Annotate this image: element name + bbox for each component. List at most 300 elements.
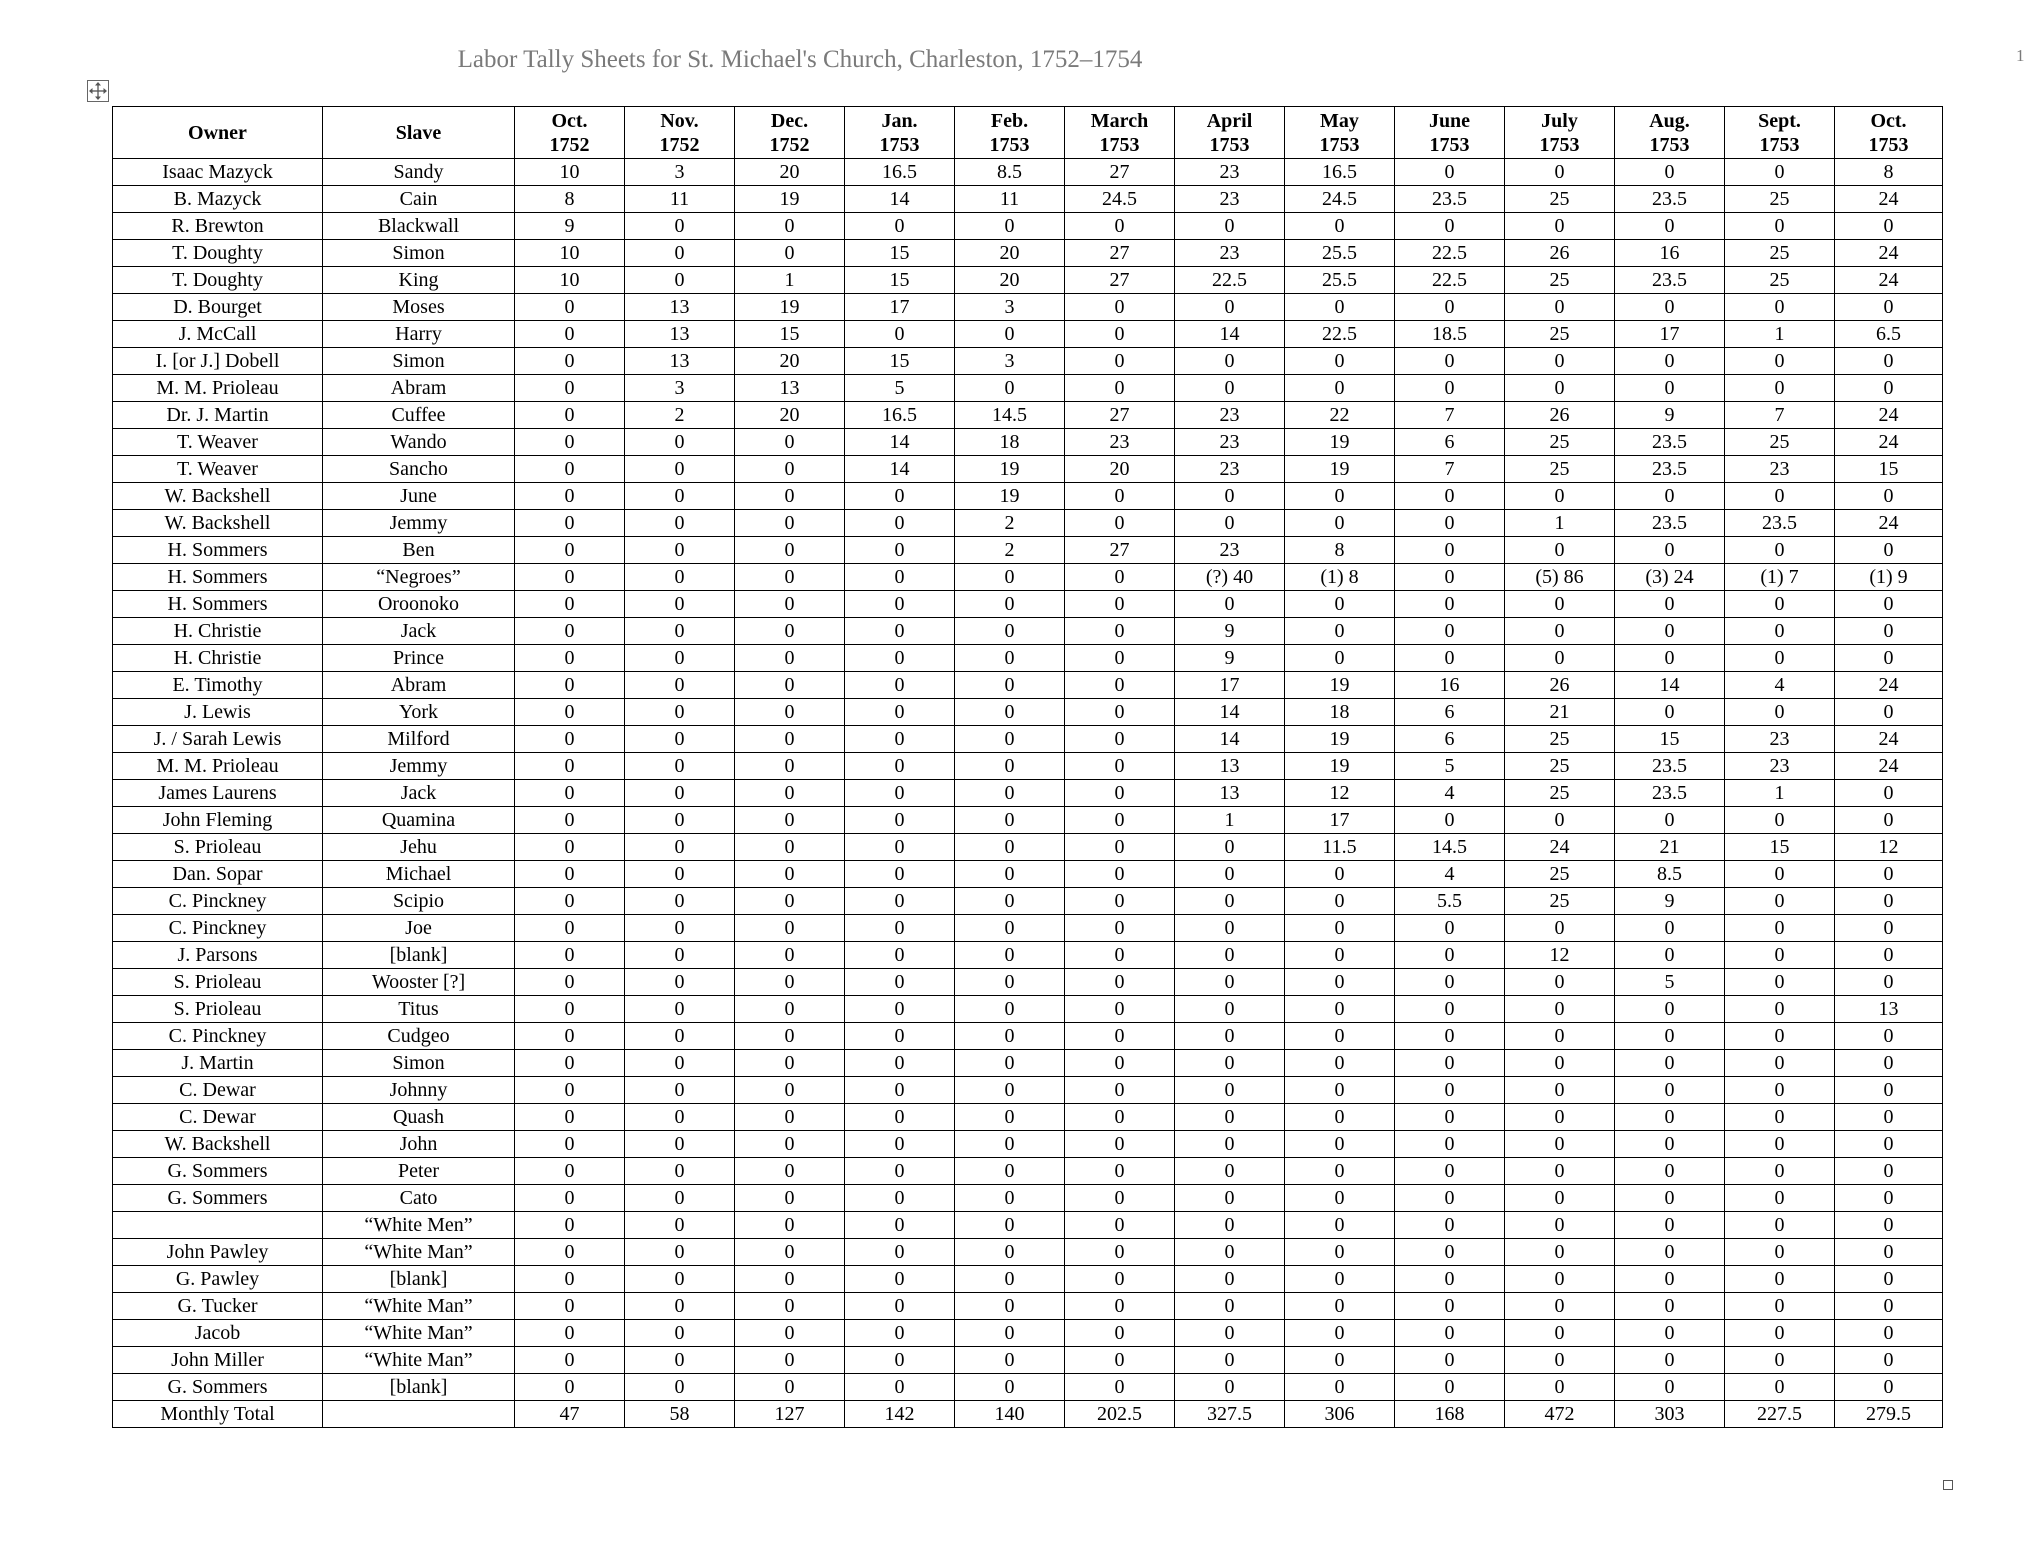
- monthly-total-cell[interactable]: 58: [625, 1401, 735, 1428]
- tally-cell[interactable]: 0: [955, 996, 1065, 1023]
- tally-cell[interactable]: 0: [955, 969, 1065, 996]
- tally-cell[interactable]: 0: [735, 1239, 845, 1266]
- tally-cell[interactable]: 0: [1175, 510, 1285, 537]
- tally-cell[interactable]: 0: [1725, 942, 1835, 969]
- tally-cell[interactable]: 0: [1505, 1050, 1615, 1077]
- tally-cell[interactable]: 0: [1395, 537, 1505, 564]
- tally-cell[interactable]: 0: [1615, 159, 1725, 186]
- tally-cell[interactable]: 0: [1615, 1347, 1725, 1374]
- tally-cell[interactable]: 24.5: [1285, 186, 1395, 213]
- tally-cell[interactable]: 0: [625, 753, 735, 780]
- tally-cell[interactable]: 0: [1835, 1212, 1943, 1239]
- slave-cell[interactable]: Titus: [323, 996, 515, 1023]
- tally-cell[interactable]: 0: [1835, 213, 1943, 240]
- tally-cell[interactable]: 23: [1175, 537, 1285, 564]
- tally-cell[interactable]: 0: [735, 780, 845, 807]
- slave-cell[interactable]: Jemmy: [323, 753, 515, 780]
- tally-cell[interactable]: 0: [1395, 159, 1505, 186]
- tally-cell[interactable]: 0: [1615, 1077, 1725, 1104]
- tally-cell[interactable]: 0: [515, 834, 625, 861]
- tally-cell[interactable]: 13: [625, 321, 735, 348]
- tally-cell[interactable]: 0: [845, 969, 955, 996]
- tally-cell[interactable]: 4: [1395, 780, 1505, 807]
- tally-cell[interactable]: 10: [515, 240, 625, 267]
- tally-cell[interactable]: 0: [1065, 942, 1175, 969]
- tally-cell[interactable]: 0: [735, 1077, 845, 1104]
- tally-cell[interactable]: 0: [1835, 807, 1943, 834]
- tally-cell[interactable]: 0: [955, 591, 1065, 618]
- tally-cell[interactable]: 19: [1285, 672, 1395, 699]
- tally-cell[interactable]: 0: [1175, 294, 1285, 321]
- slave-cell[interactable]: Peter: [323, 1158, 515, 1185]
- tally-cell[interactable]: 0: [1395, 1266, 1505, 1293]
- tally-cell[interactable]: 0: [515, 861, 625, 888]
- tally-cell[interactable]: 0: [1615, 1266, 1725, 1293]
- tally-cell[interactable]: 0: [625, 618, 735, 645]
- tally-cell[interactable]: 0: [735, 510, 845, 537]
- tally-cell[interactable]: 0: [735, 645, 845, 672]
- tally-cell[interactable]: 0: [845, 1077, 955, 1104]
- tally-cell[interactable]: 0: [1725, 699, 1835, 726]
- tally-cell[interactable]: 2: [955, 537, 1065, 564]
- tally-cell[interactable]: 8: [1285, 537, 1395, 564]
- tally-cell[interactable]: 0: [1395, 1239, 1505, 1266]
- tally-cell[interactable]: 0: [515, 510, 625, 537]
- owner-cell[interactable]: J. Lewis: [113, 699, 323, 726]
- tally-cell[interactable]: 20: [735, 348, 845, 375]
- slave-cell[interactable]: Blackwall: [323, 213, 515, 240]
- tally-cell[interactable]: 0: [625, 969, 735, 996]
- slave-cell[interactable]: Jack: [323, 618, 515, 645]
- tally-cell[interactable]: 0: [845, 726, 955, 753]
- tally-cell[interactable]: 0: [1285, 888, 1395, 915]
- tally-cell[interactable]: 0: [515, 807, 625, 834]
- tally-cell[interactable]: 19: [1285, 429, 1395, 456]
- tally-cell[interactable]: 0: [1065, 1050, 1175, 1077]
- tally-cell[interactable]: 13: [735, 375, 845, 402]
- slave-cell[interactable]: Ben: [323, 537, 515, 564]
- tally-cell[interactable]: 0: [735, 861, 845, 888]
- tally-cell[interactable]: 5: [1395, 753, 1505, 780]
- tally-cell[interactable]: 0: [1835, 861, 1943, 888]
- tally-cell[interactable]: 0: [1725, 159, 1835, 186]
- tally-cell[interactable]: 0: [1285, 942, 1395, 969]
- tally-cell[interactable]: 0: [625, 1077, 735, 1104]
- tally-cell[interactable]: 0: [1725, 969, 1835, 996]
- tally-cell[interactable]: 24: [1835, 402, 1943, 429]
- monthly-total-cell[interactable]: 202.5: [1065, 1401, 1175, 1428]
- tally-cell[interactable]: 0: [1725, 1158, 1835, 1185]
- owner-cell[interactable]: [113, 1212, 323, 1239]
- slave-cell[interactable]: “White Man”: [323, 1239, 515, 1266]
- tally-cell[interactable]: 0: [1835, 1104, 1943, 1131]
- owner-cell[interactable]: James Laurens: [113, 780, 323, 807]
- tally-cell[interactable]: 17: [845, 294, 955, 321]
- tally-cell[interactable]: 15: [1835, 456, 1943, 483]
- tally-cell[interactable]: 3: [955, 348, 1065, 375]
- tally-cell[interactable]: 0: [955, 672, 1065, 699]
- tally-cell[interactable]: 0: [1505, 1347, 1615, 1374]
- slave-cell[interactable]: June: [323, 483, 515, 510]
- tally-cell[interactable]: 0: [1285, 510, 1395, 537]
- tally-cell[interactable]: 0: [735, 1212, 845, 1239]
- tally-cell[interactable]: 0: [625, 915, 735, 942]
- tally-cell[interactable]: 0: [1285, 1320, 1395, 1347]
- tally-cell[interactable]: 0: [625, 1374, 735, 1401]
- tally-cell[interactable]: 0: [515, 537, 625, 564]
- tally-cell[interactable]: 0: [515, 1374, 625, 1401]
- tally-cell[interactable]: 12: [1835, 834, 1943, 861]
- tally-cell[interactable]: 0: [1835, 1158, 1943, 1185]
- tally-cell[interactable]: 0: [1505, 1158, 1615, 1185]
- tally-cell[interactable]: 0: [1395, 942, 1505, 969]
- tally-cell[interactable]: 14: [1615, 672, 1725, 699]
- owner-cell[interactable]: C. Dewar: [113, 1104, 323, 1131]
- tally-cell[interactable]: 24: [1505, 834, 1615, 861]
- tally-cell[interactable]: 0: [1395, 1077, 1505, 1104]
- tally-cell[interactable]: 0: [1285, 1050, 1395, 1077]
- tally-cell[interactable]: 0: [625, 1050, 735, 1077]
- slave-cell[interactable]: Jehu: [323, 834, 515, 861]
- tally-cell[interactable]: 0: [515, 591, 625, 618]
- tally-cell[interactable]: 17: [1175, 672, 1285, 699]
- tally-cell[interactable]: 0: [955, 618, 1065, 645]
- tally-cell[interactable]: 0: [1725, 1320, 1835, 1347]
- tally-cell[interactable]: 0: [1285, 915, 1395, 942]
- tally-cell[interactable]: 0: [625, 591, 735, 618]
- tally-cell[interactable]: 0: [1285, 861, 1395, 888]
- tally-cell[interactable]: 0: [625, 1131, 735, 1158]
- tally-cell[interactable]: 14: [1175, 726, 1285, 753]
- owner-cell[interactable]: G. Pawley: [113, 1266, 323, 1293]
- tally-cell[interactable]: 0: [735, 1131, 845, 1158]
- tally-cell[interactable]: 0: [1395, 1050, 1505, 1077]
- tally-cell[interactable]: 0: [625, 510, 735, 537]
- tally-cell[interactable]: 0: [845, 942, 955, 969]
- tally-cell[interactable]: 0: [1175, 1104, 1285, 1131]
- owner-cell[interactable]: J. McCall: [113, 321, 323, 348]
- owner-cell[interactable]: W. Backshell: [113, 1131, 323, 1158]
- tally-cell[interactable]: 0: [1725, 1077, 1835, 1104]
- tally-cell[interactable]: 0: [1725, 888, 1835, 915]
- tally-cell[interactable]: 0: [955, 1239, 1065, 1266]
- tally-cell[interactable]: 0: [1175, 375, 1285, 402]
- tally-cell[interactable]: 0: [625, 213, 735, 240]
- tally-cell[interactable]: 0: [515, 375, 625, 402]
- tally-cell[interactable]: 0: [1285, 1266, 1395, 1293]
- tally-cell[interactable]: 0: [1175, 888, 1285, 915]
- tally-cell[interactable]: 0: [1175, 915, 1285, 942]
- tally-cell[interactable]: (3) 24: [1615, 564, 1725, 591]
- tally-cell[interactable]: 0: [625, 699, 735, 726]
- tally-cell[interactable]: 0: [625, 888, 735, 915]
- tally-cell[interactable]: 0: [1835, 537, 1943, 564]
- tally-cell[interactable]: 0: [1065, 861, 1175, 888]
- slave-cell[interactable]: [blank]: [323, 1374, 515, 1401]
- tally-cell[interactable]: 22.5: [1285, 321, 1395, 348]
- tally-cell[interactable]: 0: [735, 1104, 845, 1131]
- tally-cell[interactable]: 0: [1065, 807, 1175, 834]
- tally-cell[interactable]: 0: [1725, 1239, 1835, 1266]
- tally-cell[interactable]: 0: [1395, 996, 1505, 1023]
- tally-cell[interactable]: 0: [1285, 1347, 1395, 1374]
- tally-cell[interactable]: 0: [1395, 1320, 1505, 1347]
- tally-cell[interactable]: 16.5: [845, 402, 955, 429]
- tally-cell[interactable]: 0: [955, 753, 1065, 780]
- slave-cell[interactable]: Sancho: [323, 456, 515, 483]
- tally-cell[interactable]: 0: [515, 1239, 625, 1266]
- tally-cell[interactable]: 0: [735, 591, 845, 618]
- tally-cell[interactable]: 0: [1395, 1104, 1505, 1131]
- tally-cell[interactable]: 25: [1505, 186, 1615, 213]
- tally-cell[interactable]: 0: [955, 888, 1065, 915]
- tally-cell[interactable]: 0: [515, 348, 625, 375]
- tally-cell[interactable]: 0: [735, 1158, 845, 1185]
- owner-cell[interactable]: J. Martin: [113, 1050, 323, 1077]
- tally-cell[interactable]: 0: [1725, 1266, 1835, 1293]
- tally-cell[interactable]: 23: [1725, 753, 1835, 780]
- tally-cell[interactable]: 0: [1395, 483, 1505, 510]
- tally-cell[interactable]: 13: [1835, 996, 1943, 1023]
- tally-cell[interactable]: 27: [1065, 240, 1175, 267]
- tally-cell[interactable]: 0: [1835, 348, 1943, 375]
- tally-cell[interactable]: 0: [1285, 645, 1395, 672]
- tally-cell[interactable]: 0: [955, 1266, 1065, 1293]
- tally-cell[interactable]: 0: [1615, 699, 1725, 726]
- tally-cell[interactable]: 0: [955, 1023, 1065, 1050]
- tally-cell[interactable]: 0: [625, 267, 735, 294]
- owner-cell[interactable]: S. Prioleau: [113, 834, 323, 861]
- tally-cell[interactable]: 0: [1175, 834, 1285, 861]
- tally-cell[interactable]: 3: [625, 159, 735, 186]
- tally-cell[interactable]: 0: [1065, 483, 1175, 510]
- tally-cell[interactable]: 0: [1615, 618, 1725, 645]
- tally-cell[interactable]: 19: [1285, 753, 1395, 780]
- tally-cell[interactable]: 16.5: [845, 159, 955, 186]
- tally-cell[interactable]: 0: [1505, 483, 1615, 510]
- tally-cell[interactable]: 0: [845, 1158, 955, 1185]
- tally-cell[interactable]: 0: [845, 1185, 955, 1212]
- tally-cell[interactable]: 0: [1175, 1023, 1285, 1050]
- tally-cell[interactable]: 24: [1835, 429, 1943, 456]
- tally-cell[interactable]: 0: [1065, 1104, 1175, 1131]
- owner-cell[interactable]: M. M. Prioleau: [113, 375, 323, 402]
- tally-cell[interactable]: (1) 8: [1285, 564, 1395, 591]
- tally-cell[interactable]: 0: [1835, 618, 1943, 645]
- tally-cell[interactable]: 0: [845, 1320, 955, 1347]
- tally-cell[interactable]: 23: [1175, 159, 1285, 186]
- tally-cell[interactable]: 0: [735, 1266, 845, 1293]
- tally-cell[interactable]: 0: [845, 1023, 955, 1050]
- tally-cell[interactable]: 0: [955, 645, 1065, 672]
- tally-cell[interactable]: 0: [515, 1104, 625, 1131]
- tally-cell[interactable]: 0: [1835, 1293, 1943, 1320]
- monthly-total-cell[interactable]: 303: [1615, 1401, 1725, 1428]
- tally-cell[interactable]: 6.5: [1835, 321, 1943, 348]
- tally-cell[interactable]: 0: [515, 726, 625, 753]
- tally-cell[interactable]: 14: [845, 186, 955, 213]
- slave-cell[interactable]: Prince: [323, 645, 515, 672]
- tally-cell[interactable]: 25: [1505, 456, 1615, 483]
- tally-cell[interactable]: 0: [1725, 807, 1835, 834]
- tally-cell[interactable]: 0: [1835, 294, 1943, 321]
- tally-cell[interactable]: 0: [1615, 1131, 1725, 1158]
- tally-cell[interactable]: 17: [1615, 321, 1725, 348]
- tally-cell[interactable]: 6: [1395, 429, 1505, 456]
- tally-cell[interactable]: 0: [515, 1131, 625, 1158]
- slave-cell[interactable]: Quash: [323, 1104, 515, 1131]
- tally-cell[interactable]: 0: [1505, 537, 1615, 564]
- tally-cell[interactable]: 0: [735, 1023, 845, 1050]
- tally-cell[interactable]: 1: [735, 267, 845, 294]
- tally-cell[interactable]: 0: [845, 1374, 955, 1401]
- tally-cell[interactable]: 0: [1615, 1050, 1725, 1077]
- tally-cell[interactable]: 0: [1175, 348, 1285, 375]
- owner-cell[interactable]: W. Backshell: [113, 483, 323, 510]
- tally-cell[interactable]: 0: [625, 537, 735, 564]
- tally-cell[interactable]: 19: [735, 294, 845, 321]
- tally-cell[interactable]: 0: [735, 699, 845, 726]
- tally-cell[interactable]: 0: [515, 996, 625, 1023]
- tally-cell[interactable]: 2: [955, 510, 1065, 537]
- tally-cell[interactable]: 0: [1835, 1239, 1943, 1266]
- tally-cell[interactable]: 0: [1395, 1374, 1505, 1401]
- tally-cell[interactable]: 0: [845, 483, 955, 510]
- slave-cell[interactable]: Wando: [323, 429, 515, 456]
- tally-cell[interactable]: 0: [515, 1050, 625, 1077]
- tally-cell[interactable]: 0: [1065, 1293, 1175, 1320]
- tally-cell[interactable]: 0: [955, 915, 1065, 942]
- tally-cell[interactable]: 0: [1505, 159, 1615, 186]
- tally-cell[interactable]: 0: [1505, 1212, 1615, 1239]
- tally-cell[interactable]: 0: [1615, 942, 1725, 969]
- table-resize-handle[interactable]: [1943, 1480, 1953, 1490]
- tally-cell[interactable]: 0: [955, 807, 1065, 834]
- slave-cell[interactable]: Wooster [?]: [323, 969, 515, 996]
- monthly-total-cell[interactable]: 327.5: [1175, 1401, 1285, 1428]
- tally-cell[interactable]: 0: [625, 1266, 735, 1293]
- tally-cell[interactable]: 0: [1505, 996, 1615, 1023]
- tally-cell[interactable]: 0: [955, 564, 1065, 591]
- slave-cell[interactable]: Sandy: [323, 159, 515, 186]
- tally-cell[interactable]: 23: [1175, 186, 1285, 213]
- tally-cell[interactable]: 0: [1835, 969, 1943, 996]
- owner-cell[interactable]: John Pawley: [113, 1239, 323, 1266]
- tally-cell[interactable]: 0: [1835, 1374, 1943, 1401]
- owner-cell[interactable]: John Miller: [113, 1347, 323, 1374]
- tally-cell[interactable]: 20: [955, 240, 1065, 267]
- tally-cell[interactable]: 0: [515, 1266, 625, 1293]
- monthly-total-cell[interactable]: 140: [955, 1401, 1065, 1428]
- tally-cell[interactable]: 7: [1395, 456, 1505, 483]
- owner-cell[interactable]: John Fleming: [113, 807, 323, 834]
- tally-cell[interactable]: 0: [1505, 1185, 1615, 1212]
- monthly-total-cell[interactable]: 306: [1285, 1401, 1395, 1428]
- tally-cell[interactable]: 0: [1505, 1023, 1615, 1050]
- tally-cell[interactable]: 0: [1065, 672, 1175, 699]
- tally-cell[interactable]: 6: [1395, 699, 1505, 726]
- tally-cell[interactable]: 14: [845, 456, 955, 483]
- tally-cell[interactable]: 0: [845, 753, 955, 780]
- tally-cell[interactable]: 0: [1175, 996, 1285, 1023]
- tally-cell[interactable]: 0: [625, 1104, 735, 1131]
- tally-cell[interactable]: 15: [735, 321, 845, 348]
- tally-cell[interactable]: 0: [1285, 1212, 1395, 1239]
- tally-cell[interactable]: 0: [1065, 294, 1175, 321]
- tally-cell[interactable]: 23.5: [1615, 429, 1725, 456]
- tally-cell[interactable]: 0: [735, 915, 845, 942]
- tally-cell[interactable]: 0: [1835, 888, 1943, 915]
- tally-cell[interactable]: 0: [515, 618, 625, 645]
- tally-cell[interactable]: 0: [1395, 807, 1505, 834]
- tally-cell[interactable]: 0: [1725, 294, 1835, 321]
- owner-cell[interactable]: T. Weaver: [113, 429, 323, 456]
- tally-cell[interactable]: 0: [845, 1131, 955, 1158]
- owner-cell[interactable]: J. / Sarah Lewis: [113, 726, 323, 753]
- tally-cell[interactable]: 0: [735, 1293, 845, 1320]
- owner-cell[interactable]: S. Prioleau: [113, 969, 323, 996]
- tally-cell[interactable]: 5: [1615, 969, 1725, 996]
- tally-cell[interactable]: 0: [955, 942, 1065, 969]
- tally-cell[interactable]: 0: [625, 483, 735, 510]
- tally-cell[interactable]: 0: [1175, 1050, 1285, 1077]
- tally-cell[interactable]: 0: [955, 375, 1065, 402]
- tally-cell[interactable]: 0: [735, 996, 845, 1023]
- tally-cell[interactable]: 0: [515, 1347, 625, 1374]
- tally-cell[interactable]: 0: [735, 240, 845, 267]
- tally-cell[interactable]: 25: [1725, 240, 1835, 267]
- tally-cell[interactable]: 0: [1835, 699, 1943, 726]
- table-move-icon[interactable]: [87, 80, 109, 102]
- tally-cell[interactable]: 0: [1065, 1347, 1175, 1374]
- slave-cell[interactable]: Cato: [323, 1185, 515, 1212]
- tally-cell[interactable]: 18: [1285, 699, 1395, 726]
- tally-cell[interactable]: 20: [735, 402, 845, 429]
- tally-cell[interactable]: 0: [1505, 1293, 1615, 1320]
- tally-cell[interactable]: 0: [1615, 1158, 1725, 1185]
- tally-cell[interactable]: 0: [1285, 1185, 1395, 1212]
- tally-cell[interactable]: 22.5: [1395, 240, 1505, 267]
- tally-cell[interactable]: 23.5: [1615, 780, 1725, 807]
- tally-cell[interactable]: 9: [1615, 402, 1725, 429]
- tally-cell[interactable]: 0: [955, 780, 1065, 807]
- tally-cell[interactable]: 0: [515, 915, 625, 942]
- tally-cell[interactable]: 13: [625, 294, 735, 321]
- tally-cell[interactable]: 0: [1175, 1347, 1285, 1374]
- tally-cell[interactable]: 0: [515, 402, 625, 429]
- tally-cell[interactable]: 0: [1725, 618, 1835, 645]
- tally-cell[interactable]: 0: [1835, 915, 1943, 942]
- tally-cell[interactable]: 0: [735, 753, 845, 780]
- tally-cell[interactable]: 0: [1065, 753, 1175, 780]
- tally-cell[interactable]: 10: [515, 267, 625, 294]
- tally-cell[interactable]: 0: [1285, 375, 1395, 402]
- tally-cell[interactable]: 25: [1505, 321, 1615, 348]
- tally-cell[interactable]: 0: [735, 969, 845, 996]
- tally-cell[interactable]: 0: [1395, 591, 1505, 618]
- tally-cell[interactable]: 0: [735, 564, 845, 591]
- tally-cell[interactable]: 0: [1725, 537, 1835, 564]
- tally-cell[interactable]: 0: [955, 1131, 1065, 1158]
- tally-cell[interactable]: 0: [1615, 1320, 1725, 1347]
- tally-cell[interactable]: 0: [845, 645, 955, 672]
- tally-cell[interactable]: 13: [625, 348, 735, 375]
- tally-cell[interactable]: 0: [1725, 213, 1835, 240]
- tally-cell[interactable]: 0: [735, 726, 845, 753]
- tally-cell[interactable]: 0: [1065, 888, 1175, 915]
- tally-cell[interactable]: 0: [1505, 1077, 1615, 1104]
- tally-cell[interactable]: 0: [1615, 294, 1725, 321]
